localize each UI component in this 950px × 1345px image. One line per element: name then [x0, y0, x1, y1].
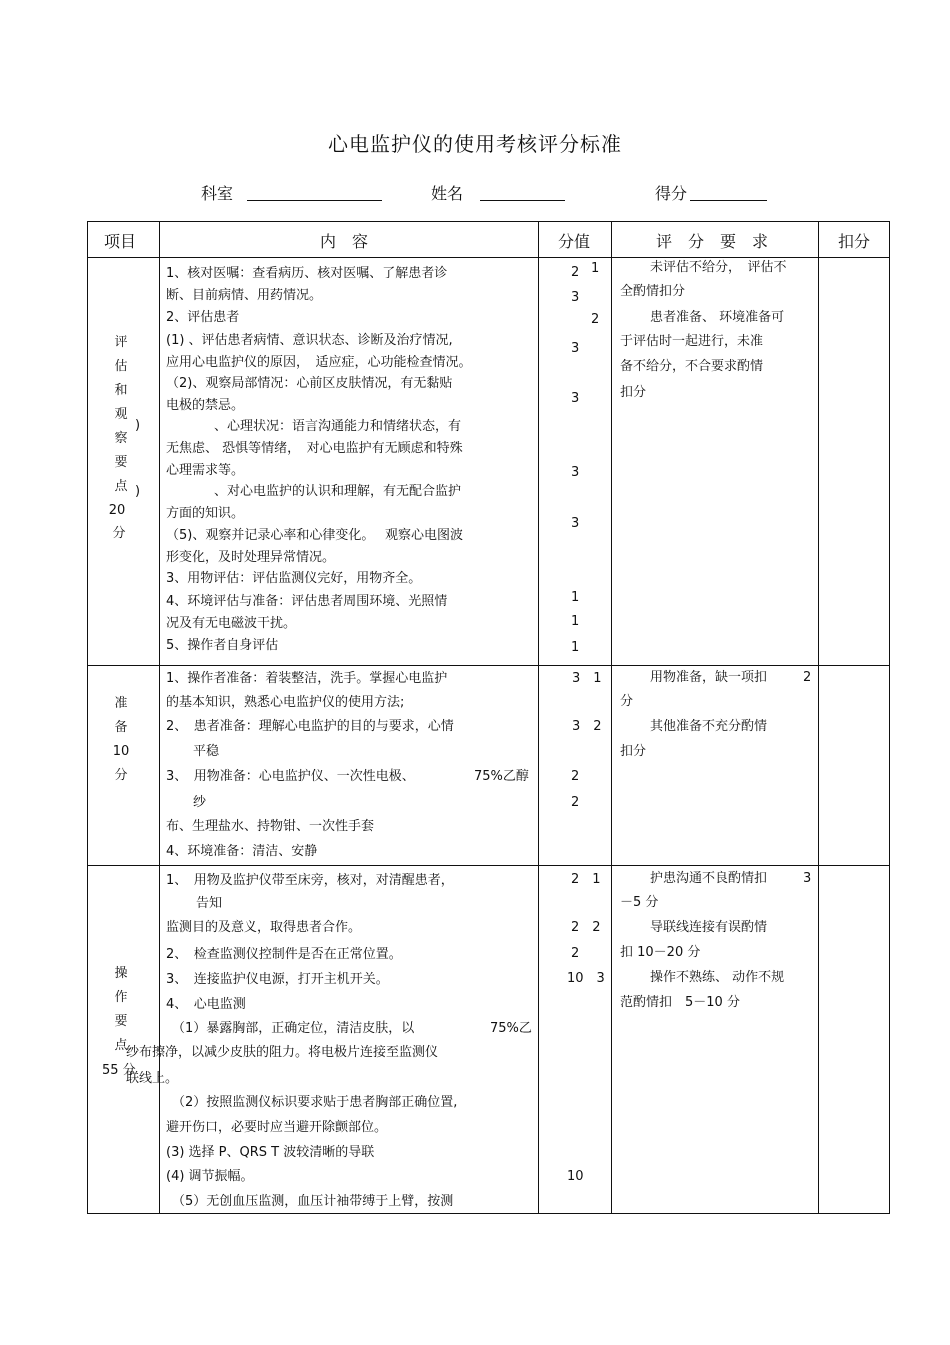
- header-score: 分值: [558, 232, 591, 251]
- content-line: 2、 检查监测仪控制件是否在正常位置。: [166, 947, 402, 962]
- dept-field[interactable]: [247, 184, 382, 201]
- grid-line: [538, 221, 539, 1214]
- stray-mark: ): [135, 418, 141, 433]
- requirement-line: 范酌情扣 5－10 分: [620, 995, 740, 1010]
- requirement-line: 扣分: [620, 744, 647, 759]
- score-value: 3: [571, 290, 580, 305]
- label-total: 分: [114, 768, 128, 783]
- requirement-line: 备不给分，不合要求酌情: [620, 359, 764, 374]
- score-value: 2: [591, 312, 600, 327]
- requirement-line: 患者准备、 环境准备可: [650, 310, 785, 325]
- requirement-line: －5 分: [620, 895, 659, 910]
- label-char: 评: [114, 335, 128, 350]
- label-char: 点: [114, 479, 128, 494]
- content-line: 75%乙: [490, 1021, 532, 1036]
- score-value: 10: [567, 1169, 584, 1184]
- header-content: 内 容: [320, 232, 369, 251]
- label-char: 和: [114, 383, 128, 398]
- score-value: 2 2: [571, 920, 601, 935]
- label-total: 分: [112, 526, 126, 541]
- content-line: 方面的知识。: [166, 506, 245, 521]
- label-char: 准: [114, 696, 128, 711]
- content-line: 75%乙醇: [474, 769, 529, 784]
- requirement-line: 全酌情扣分: [620, 284, 686, 299]
- content-line: 5、操作者自身评估: [166, 638, 279, 653]
- content-line: 联线上。: [126, 1071, 179, 1086]
- score-value: 3: [571, 341, 580, 356]
- label-char: 观: [114, 407, 128, 422]
- score-value: 2: [571, 265, 580, 280]
- grid-line: [818, 221, 819, 1214]
- content-line: 1、操作者准备：着装整洁，洗手。掌握心电监护: [166, 671, 448, 686]
- grid-line: [87, 665, 890, 666]
- grid-line: [87, 1213, 890, 1214]
- content-line: （5)、观察并记录心率和心律变化。 观察心电图波: [166, 528, 463, 543]
- content-line: 3、 用物准备：心电监护仪、一次性电极、: [166, 769, 415, 784]
- label-total: 55 分: [102, 1063, 136, 1078]
- grid-line: [159, 221, 160, 1214]
- score-value: 3: [571, 391, 580, 406]
- score-value: 3: [571, 465, 580, 480]
- content-line: 况及有无电磁波干扰。: [166, 616, 297, 631]
- content-line: 应用心电监护仪的原因， 适应症，心功能检查情况。: [166, 355, 472, 370]
- score-value: 1: [591, 261, 600, 276]
- header-requirement: 评 分 要 求: [656, 232, 769, 251]
- header-deduction: 扣分: [838, 232, 871, 251]
- name-field[interactable]: [480, 184, 565, 201]
- content-line: 、心理状况：语言沟通能力和情绪状态，有: [214, 419, 462, 434]
- content-line: (1) 、评估患者病情、意识状态、诊断及治疗情况,: [166, 333, 453, 348]
- stray-mark: ): [135, 484, 141, 499]
- score-value: 1: [571, 614, 580, 629]
- score-value: 3 1: [572, 671, 602, 686]
- content-line: 纱布擦净，以减少皮肤的阻力。将电极片连接至监测仪: [126, 1045, 439, 1060]
- content-line: 1、 用物及监护仪带至床旁，核对，对清醒患者，: [166, 873, 454, 888]
- score-value: 1: [571, 640, 580, 655]
- content-line: 心理需求等。: [166, 463, 245, 478]
- score-label: 得分: [655, 184, 688, 203]
- dept-label: 科室: [201, 184, 234, 203]
- content-line: 2、 患者准备：理解心电监护的目的与要求，心情: [166, 719, 454, 734]
- content-line: 布、生理盐水、持物钳、一次性手套: [166, 819, 375, 834]
- score-value: 2: [571, 795, 580, 810]
- content-line: 4、环境准备：清洁、安静: [166, 844, 318, 859]
- content-line: （2）按照监测仪标识要求贴于患者胸部正确位置,: [172, 1095, 458, 1110]
- content-line: 纱: [193, 795, 207, 810]
- score-value: 10 3: [567, 971, 605, 986]
- label-char: 作: [114, 990, 128, 1005]
- content-line: 4、环境评估与准备：评估患者周围环境、光照情: [166, 594, 448, 609]
- content-line: 3、用物评估：评估监测仪完好，用物齐全。: [166, 571, 422, 586]
- name-label: 姓名: [431, 184, 464, 203]
- content-line: 、对心电监护的认识和理解，有无配合监护: [214, 484, 462, 499]
- content-line: 的基本知识，熟悉心电监护仪的使用方法;: [166, 695, 405, 710]
- content-line: （2)、观察局部情况：心前区皮肤情况，有无黏贴: [166, 376, 453, 391]
- content-line: (3) 选择 P、QRS T 波较清晰的导联: [166, 1145, 375, 1160]
- label-char: 要: [114, 455, 128, 470]
- content-line: 监测目的及意义，取得患者合作。: [166, 920, 362, 935]
- requirement-line: 护患沟通不良酌情扣: [650, 871, 768, 886]
- score-value: 3 2: [572, 719, 602, 734]
- requirement-line: 2: [803, 670, 812, 685]
- score-field[interactable]: [690, 184, 767, 201]
- grid-line: [87, 257, 890, 258]
- content-line: 无焦虑、 恐惧等情绪， 对心电监护有无顾虑和特殊: [166, 441, 463, 456]
- requirement-line: 导联线连接有误酌情: [650, 920, 768, 935]
- requirement-line: 于评估时一起进行，未准: [620, 334, 764, 349]
- requirement-line: 操作不熟练、 动作不规: [650, 970, 785, 985]
- content-line: （5）无创血压监测，血压计袖带缚于上臂，按测: [172, 1194, 454, 1209]
- grid-line: [87, 865, 890, 866]
- score-value: 2: [571, 769, 580, 784]
- content-line: 平稳: [193, 744, 220, 759]
- label-total: 20: [108, 503, 126, 518]
- label-char: 要: [114, 1014, 128, 1029]
- grid-line: [87, 221, 890, 222]
- content-line: 3、 连接监护仪电源，打开主机开关。: [166, 972, 389, 987]
- score-value: 2: [571, 946, 580, 961]
- grid-line: [611, 221, 612, 1214]
- score-value: 1: [571, 590, 580, 605]
- content-line: 2、评估患者: [166, 310, 240, 325]
- requirement-line: 分: [620, 694, 634, 709]
- label-char: 察: [114, 431, 128, 446]
- label-char: 估: [114, 359, 128, 374]
- requirement-line: 扣 10－20 分: [620, 945, 701, 960]
- content-line: 电极的禁忌。: [166, 398, 245, 413]
- header-item: 项目: [104, 232, 137, 251]
- content-line: （1）暴露胸部，正确定位，清洁皮肤，以: [172, 1021, 415, 1036]
- requirement-line: 用物准备，缺一项扣: [650, 670, 768, 685]
- label-total: 10: [112, 744, 130, 759]
- content-line: 告知: [196, 896, 223, 911]
- content-line: (4) 调节振幅。: [166, 1169, 254, 1184]
- label-total: 点: [114, 1038, 128, 1053]
- grid-line: [889, 221, 890, 1214]
- content-line: 避开伤口，必要时应当避开除颤部位。: [166, 1120, 388, 1135]
- score-value: 2 1: [571, 872, 601, 887]
- label-char: 备: [114, 720, 128, 735]
- requirement-line: 扣分: [620, 385, 647, 400]
- content-line: 断、目前病情、用药情况。: [166, 288, 323, 303]
- content-line: 形变化，及时处理异常情况。: [166, 550, 336, 565]
- requirement-line: 其他准备不充分酌情: [650, 719, 768, 734]
- requirement-line: 3: [803, 871, 812, 886]
- content-line: 1、核对医嘱：查看病历、核对医嘱、了解患者诊: [166, 266, 448, 281]
- label-char: 操: [114, 966, 128, 981]
- score-value: 3: [571, 516, 580, 531]
- grid-line: [87, 221, 88, 1214]
- content-line: 4、 心电监测: [166, 997, 246, 1012]
- page-title: 心电监护仪的使用考核评分标准: [328, 132, 622, 156]
- requirement-line: 未评估不给分， 评估不: [650, 260, 787, 275]
